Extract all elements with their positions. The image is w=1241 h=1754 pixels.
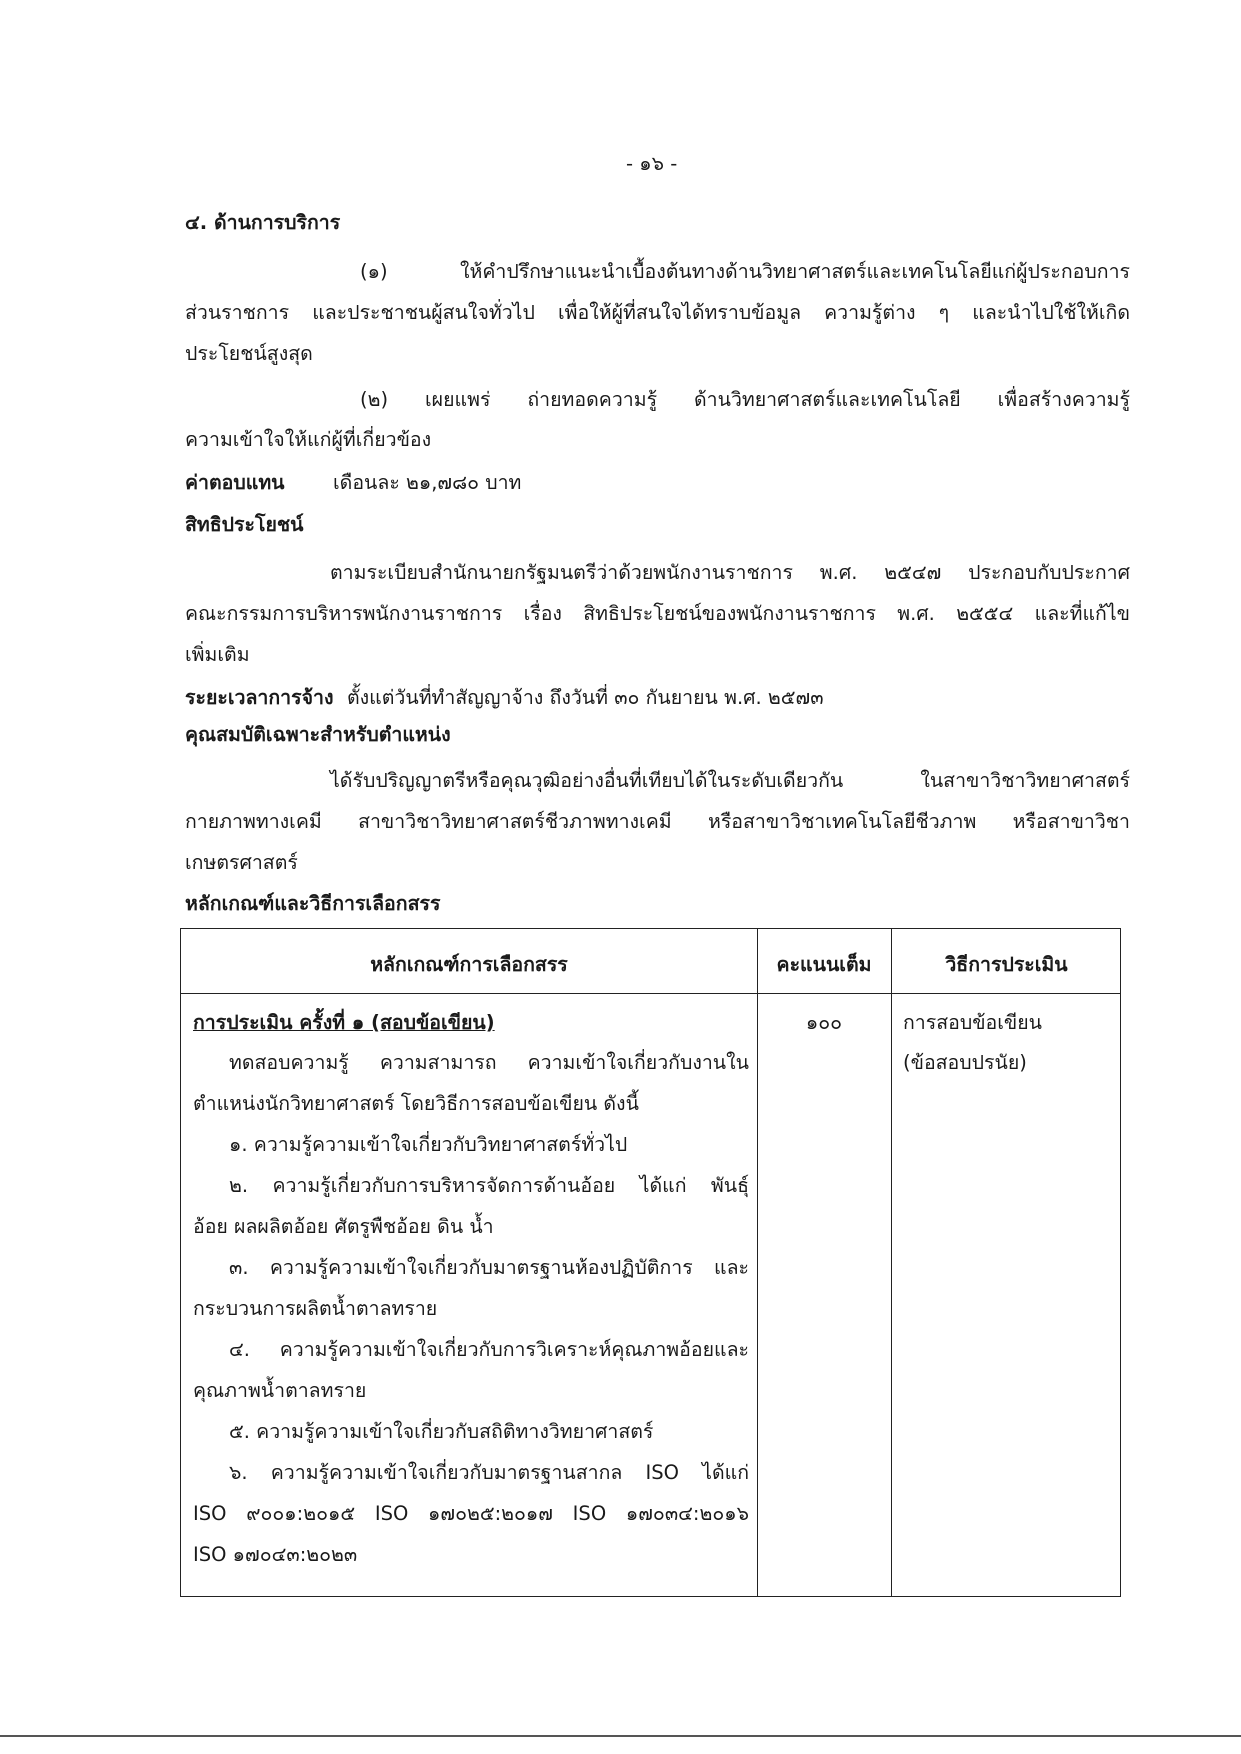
full-score-value: ๑๐๐ — [805, 1011, 843, 1034]
table-header-method: วิธีการประเมิน — [945, 953, 1068, 976]
qualifications-line3: เกษตรศาสตร์ — [185, 851, 298, 874]
criteria-line: ISO ๑๗๐๔๓:๒๐๒๓ — [193, 1543, 358, 1566]
service-item-2-line2: ความเข้าใจให้แก่ผู้ที่เกี่ยวข้อง — [185, 428, 432, 451]
service-item-1-line2: ส่วนราชการ และประชาชนผู้สนใจทั่วไป เพื่อให้ผู้ที่สนใจได้ทราบข้อมูล ความรู้ต่าง ๆ และนำไปใช้ให้เกิด — [185, 301, 1130, 324]
criteria-line: ตำแหน่งนักวิทยาศาสตร์ โดยวิธีการสอบข้อเขียน ดังนี้ — [193, 1092, 639, 1115]
criteria-line: ๕. ความรู้ความเข้าใจเกี่ยวกับสถิติทางวิทยาศาสตร์ — [229, 1420, 654, 1443]
page-number: - ๑๖ - — [626, 152, 678, 175]
compensation-label: ค่าตอบแทน — [185, 471, 285, 494]
qualifications-label: คุณสมบัติเฉพาะสำหรับตำแหน่ง — [185, 723, 451, 746]
criteria-line: ทดสอบความรู้ ความสามารถ ความเข้าใจเกี่ยวกับงานใน — [229, 1051, 749, 1074]
compensation-value: เดือนละ ๒๑,๗๘๐ บาท — [333, 471, 522, 494]
service-item-1-line3: ประโยชน์สูงสุด — [185, 342, 313, 365]
benefits-line3: เพิ่มเติม — [185, 643, 250, 666]
service-item-2-line1: (๒) เผยแพร่ ถ่ายทอดความรู้ ด้านวิทยาศาสตร์และเทคโนโลยี เพื่อสร้างความรู้ — [360, 388, 1130, 411]
selection-criteria-table — [180, 928, 1121, 1597]
column-divider — [891, 929, 892, 1596]
selection-heading: หลักเกณฑ์และวิธีการเลือกสรร — [185, 892, 441, 915]
employment-period-label: ระยะเวลาการจ้าง — [185, 686, 334, 709]
criteria-line: คุณภาพน้ำตาลทราย — [193, 1379, 367, 1402]
criteria-line: ISO ๙๐๐๑:๒๐๑๕ ISO ๑๗๐๒๕:๒๐๑๗ ISO ๑๗๐๓๔:๒๐๑๖ — [193, 1502, 749, 1525]
criteria-title: การประเมิน ครั้งที่ ๑ (สอบข้อเขียน) — [193, 1011, 495, 1034]
benefits-line2: คณะกรรมการบริหารพนักงานราชการ เรื่อง สิทธิประโยชน์ของพนักงานราชการ พ.ศ. ๒๕๕๔ และที่แก้ไข — [185, 602, 1130, 625]
table-header-criteria: หลักเกณฑ์การเลือกสรร — [370, 953, 568, 976]
page-bottom-edge — [0, 1735, 1241, 1737]
section-heading: ๔. ด้านการบริการ — [185, 211, 341, 234]
criteria-line: ๓. ความรู้ความเข้าใจเกี่ยวกับมาตรฐานห้องปฏิบัติการ และ — [229, 1256, 749, 1279]
criteria-line: อ้อย ผลผลิตอ้อย ศัตรูพืชอ้อย ดิน น้ำ — [193, 1215, 494, 1238]
criteria-line: กระบวนการผลิตน้ำตาลทราย — [193, 1297, 438, 1320]
table-header-full-score: คะแนนเต็ม — [776, 953, 872, 976]
criteria-line: ๖. ความรู้ความเข้าใจเกี่ยวกับมาตรฐานสากล ISO ได้แก่ — [229, 1461, 749, 1484]
header-divider — [181, 993, 1120, 994]
criteria-line: ๒. ความรู้เกี่ยวกับการบริหารจัดการด้านอ้อย ได้แก่ พันธุ์ — [229, 1174, 749, 1197]
method-line2: (ข้อสอบปรนัย) — [903, 1051, 1027, 1074]
criteria-line: ๑. ความรู้ความเข้าใจเกี่ยวกับวิทยาศาสตร์ทั่วไป — [229, 1133, 628, 1156]
criteria-line: ๔. ความรู้ความเข้าใจเกี่ยวกับการวิเคราะห์คุณภาพอ้อยและ — [229, 1338, 749, 1361]
qualifications-line2: กายภาพทางเคมี สาขาวิชาวิทยาศาสตร์ชีวภาพทางเคมี หรือสาขาวิชาเทคโนโลยีชีวภาพ หรือสาขาวิชา — [185, 810, 1130, 833]
benefits-line1: ตามระเบียบสำนักนายกรัฐมนตรีว่าด้วยพนักงานราชการ พ.ศ. ๒๕๔๗ ประกอบกับประกาศ — [330, 561, 1130, 584]
service-item-1-line1: (๑) ให้คำปรึกษาแนะนำเบื้องต้นทางด้านวิทยาศาสตร์และเทคโนโลยีแก่ผู้ประกอบการ — [360, 260, 1130, 283]
qualifications-line1: ได้รับปริญญาตรีหรือคุณวุฒิอย่างอื่นที่เทียบได้ในระดับเดียวกัน ในสาขาวิชาวิทยาศาสตร์ — [330, 769, 1130, 792]
method-line1: การสอบข้อเขียน — [903, 1011, 1043, 1034]
employment-period-value: ตั้งแต่วันที่ทำสัญญาจ้าง ถึงวันที่ ๓๐ กันยายน พ.ศ. ๒๕๗๓ — [347, 686, 824, 709]
benefits-label: สิทธิประโยชน์ — [185, 513, 304, 536]
